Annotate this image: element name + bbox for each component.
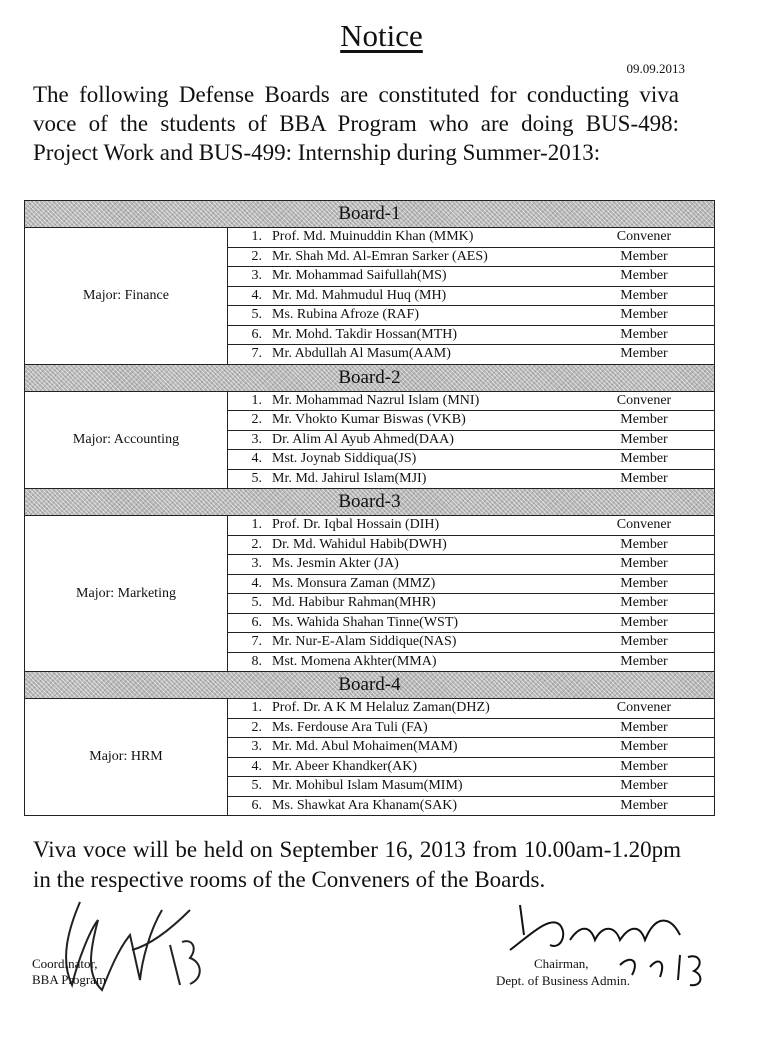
member-name: Mr. Nur-E-Alam Siddique(NAS): [272, 634, 457, 650]
member-number: 2.: [251, 719, 262, 735]
member-number: 5.: [251, 470, 262, 486]
member-role: Member: [620, 595, 668, 611]
member-number: 7.: [251, 634, 262, 650]
board-major: Major: Finance: [25, 228, 228, 365]
member-cell: [228, 699, 715, 719]
closing-text: Viva voce will be held on September 16, 2013 from 10.00am-1.20pm in the respective rooms of the Conveners of the Boards.: [33, 837, 681, 892]
member-role: Member: [620, 758, 668, 774]
member-cell: [228, 652, 715, 672]
member-number: 8.: [251, 653, 262, 669]
member-name: Prof. Md. Muinuddin Khan (MMK): [272, 229, 474, 245]
member-number: 1.: [251, 229, 262, 245]
member-name: Mr. Abeer Khandker(AK): [272, 758, 418, 774]
board-header: [25, 201, 715, 228]
member-cell: [228, 613, 715, 633]
coordinator-label: [32, 956, 106, 988]
member-role: Member: [620, 268, 668, 284]
member-role: Member: [620, 287, 668, 303]
member-number: 3.: [251, 556, 262, 572]
member-name: Prof. Dr. A K M Helaluz Zaman(DHZ): [272, 700, 490, 716]
defense-boards-table: [24, 200, 715, 816]
member-name: Mr. Mohd. Takdir Hossan(MTH): [272, 326, 458, 342]
member-cell: [228, 633, 715, 653]
member-role: Member: [620, 536, 668, 552]
member-cell: [228, 516, 715, 536]
member-name: Ms. Jesmin Akter (JA): [272, 556, 399, 572]
member-cell: [228, 555, 715, 575]
member-name: Dr. Alim Al Ayub Ahmed(DAA): [272, 431, 454, 447]
member-cell: [228, 325, 715, 345]
board-major: Major: HRM: [25, 699, 228, 816]
member-role: Convener: [616, 700, 672, 716]
member-cell: [228, 267, 715, 287]
member-name: Mr. Abdullah Al Masum(AAM): [272, 346, 451, 362]
member-name: Ms. Shawkat Ara Khanam(SAK): [272, 797, 458, 813]
member-cell: [228, 411, 715, 431]
member-name: Ms. Rubina Afroze (RAF): [272, 307, 419, 323]
member-role: Member: [620, 614, 668, 630]
member-number: 3.: [251, 739, 262, 755]
member-role: Member: [620, 470, 668, 486]
member-name: Md. Habibur Rahman(MHR): [272, 595, 436, 611]
member-number: 5.: [251, 595, 262, 611]
member-cell: [228, 306, 715, 326]
member-number: 1.: [251, 392, 262, 408]
member-number: 3.: [251, 268, 262, 284]
member-cell: [228, 345, 715, 365]
member-name: Mr. Md. Abul Mohaimen(MAM): [272, 739, 458, 755]
member-role: Member: [620, 326, 668, 342]
coordinator-signature: [20, 890, 220, 1010]
member-number: 5.: [251, 307, 262, 323]
member-name: Mr. Vhokto Kumar Biswas (VKB): [272, 412, 466, 428]
member-number: 5.: [251, 778, 262, 794]
member-number: 4.: [251, 287, 262, 303]
coordinator-signature-mark: [20, 890, 220, 1010]
member-number: 4.: [251, 575, 262, 591]
board-title: Board-3: [25, 489, 715, 516]
member-role: Member: [620, 248, 668, 264]
board-major: Major: Accounting: [25, 391, 228, 489]
member-role: Member: [620, 307, 668, 323]
coordinator-program: BBA Program: [32, 972, 107, 987]
member-role: Member: [620, 653, 668, 669]
coordinator-title: Coordinator,: [32, 956, 98, 971]
member-number: 1.: [251, 517, 262, 533]
member-cell: [228, 757, 715, 777]
member-name: Dr. Md. Wahidul Habib(DWH): [272, 536, 447, 552]
member-number: 1.: [251, 700, 262, 716]
member-role: Member: [620, 556, 668, 572]
member-number: 6.: [251, 797, 262, 813]
chairman-label: [496, 955, 630, 989]
member-cell: [228, 777, 715, 797]
chairman-title: Chairman,: [534, 956, 589, 971]
board-header: [25, 672, 715, 699]
member-name: Mr. Md. Jahirul Islam(MJI): [272, 470, 427, 486]
member-name: Ms. Wahida Shahan Tinne(WST): [272, 614, 459, 630]
member-cell: [228, 469, 715, 489]
member-number: 2.: [251, 412, 262, 428]
member-name: Mr. Shah Md. Al-Emran Sarker (AES): [272, 248, 488, 264]
member-row: [25, 391, 715, 411]
member-role: Convener: [616, 517, 672, 533]
member-role: Member: [620, 412, 668, 428]
member-name: Mst. Momena Akhter(MMA): [272, 653, 437, 669]
member-name: Ms. Ferdouse Ara Tuli (FA): [272, 719, 428, 735]
member-name: Mr. Mohibul Islam Masum(MIM): [272, 778, 463, 794]
member-role: Member: [620, 797, 668, 813]
member-cell: [228, 718, 715, 738]
member-cell: [228, 430, 715, 450]
member-row: [25, 228, 715, 248]
member-cell: [228, 391, 715, 411]
member-role: Convener: [616, 229, 672, 245]
member-role: Member: [620, 451, 668, 467]
board-title: Board-4: [25, 672, 715, 699]
member-cell: [228, 594, 715, 614]
member-role: Member: [620, 346, 668, 362]
member-cell: [228, 796, 715, 816]
notice-title: Notice: [340, 18, 423, 53]
member-role: Member: [620, 575, 668, 591]
member-cell: [228, 247, 715, 267]
member-name: Mr. Mohammad Nazrul Islam (MNI): [272, 392, 480, 408]
chairman-department: Dept. of Business Admin.: [496, 973, 630, 988]
member-name: Ms. Monsura Zaman (MMZ): [272, 575, 436, 591]
member-cell: [228, 738, 715, 758]
notice-intro: The following Defense Boards are constituted for conducting viva voce of the students of BBA Program who are doing BUS-498: Project Work and BUS-499: Internship during Summer-2013:: [33, 82, 679, 165]
member-name: Mr. Md. Mahmudul Huq (MH): [272, 287, 447, 303]
member-number: 2.: [251, 248, 262, 264]
member-row: [25, 699, 715, 719]
member-role: Member: [620, 739, 668, 755]
member-number: 3.: [251, 431, 262, 447]
member-number: 4.: [251, 758, 262, 774]
board-major: Major: Marketing: [25, 516, 228, 672]
member-number: 6.: [251, 326, 262, 342]
member-role: Convener: [616, 392, 672, 408]
member-cell: [228, 286, 715, 306]
member-name: Mst. Joynab Siddiqua(JS): [272, 451, 417, 467]
board-title: Board-1: [25, 201, 715, 228]
member-cell: [228, 574, 715, 594]
member-role: Member: [620, 778, 668, 794]
member-number: 7.: [251, 346, 262, 362]
member-row: [25, 516, 715, 536]
board-title: Board-2: [25, 364, 715, 391]
board-header: [25, 489, 715, 516]
member-number: 4.: [251, 451, 262, 467]
member-role: Member: [620, 431, 668, 447]
member-cell: [228, 450, 715, 470]
member-number: 6.: [251, 614, 262, 630]
member-number: 2.: [251, 536, 262, 552]
notice-date: 09.09.2013: [626, 61, 685, 76]
member-role: Member: [620, 719, 668, 735]
member-role: Member: [620, 634, 668, 650]
member-name: Mr. Mohammad Saifullah(MS): [272, 268, 447, 284]
member-cell: [228, 535, 715, 555]
member-cell: [228, 228, 715, 248]
board-header: [25, 364, 715, 391]
member-name: Prof. Dr. Iqbal Hossain (DIH): [272, 517, 440, 533]
